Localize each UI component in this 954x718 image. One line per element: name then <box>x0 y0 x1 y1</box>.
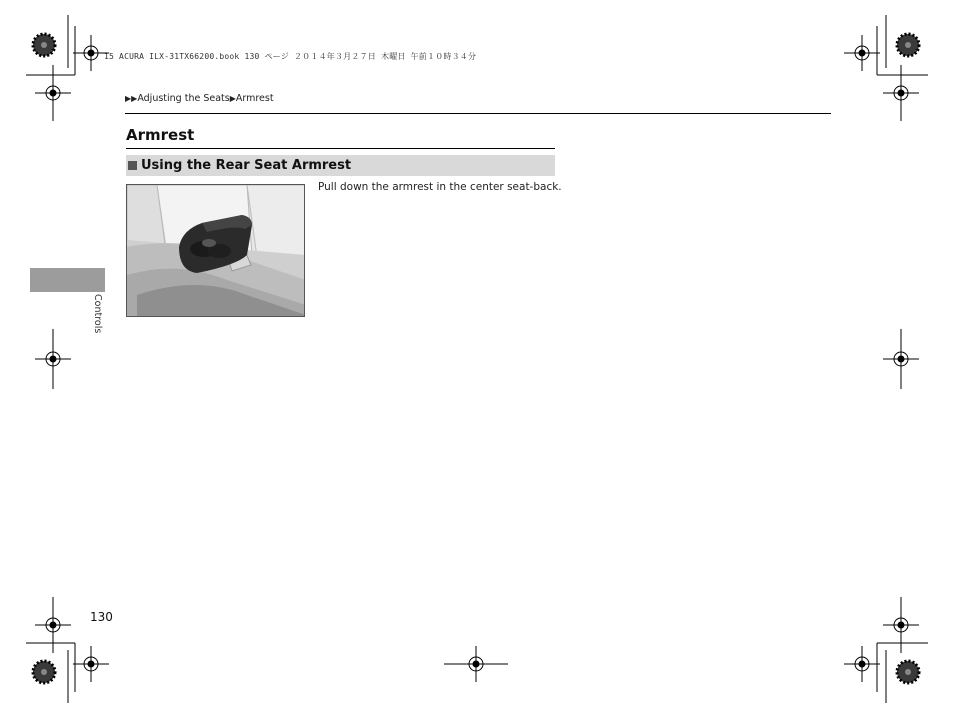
page-title: Armrest <box>126 126 195 144</box>
print-header: 15 ACURA ILX-31TX66200.book 130 ページ ２０１４年３月２７日 木曜日 午前１０時３４分 <box>104 52 477 61</box>
breadcrumb-item-armrest[interactable]: Armrest <box>235 93 274 104</box>
breadcrumb-item-adjusting-seats[interactable]: Adjusting the Seats <box>137 93 230 104</box>
instruction-text: Pull down the armrest in the center seat-back. <box>318 181 562 193</box>
chapter-tab-label: Controls <box>92 294 103 334</box>
starburst-target-icon <box>33 34 919 683</box>
registration-crosshair-icon <box>35 35 919 682</box>
triangle-right-icon: ▶▶ <box>125 94 138 103</box>
page-number: 130 <box>90 610 113 624</box>
triangle-right-icon: ▶ <box>229 94 236 103</box>
section-heading-text: Using the Rear Seat Armrest <box>141 158 352 173</box>
